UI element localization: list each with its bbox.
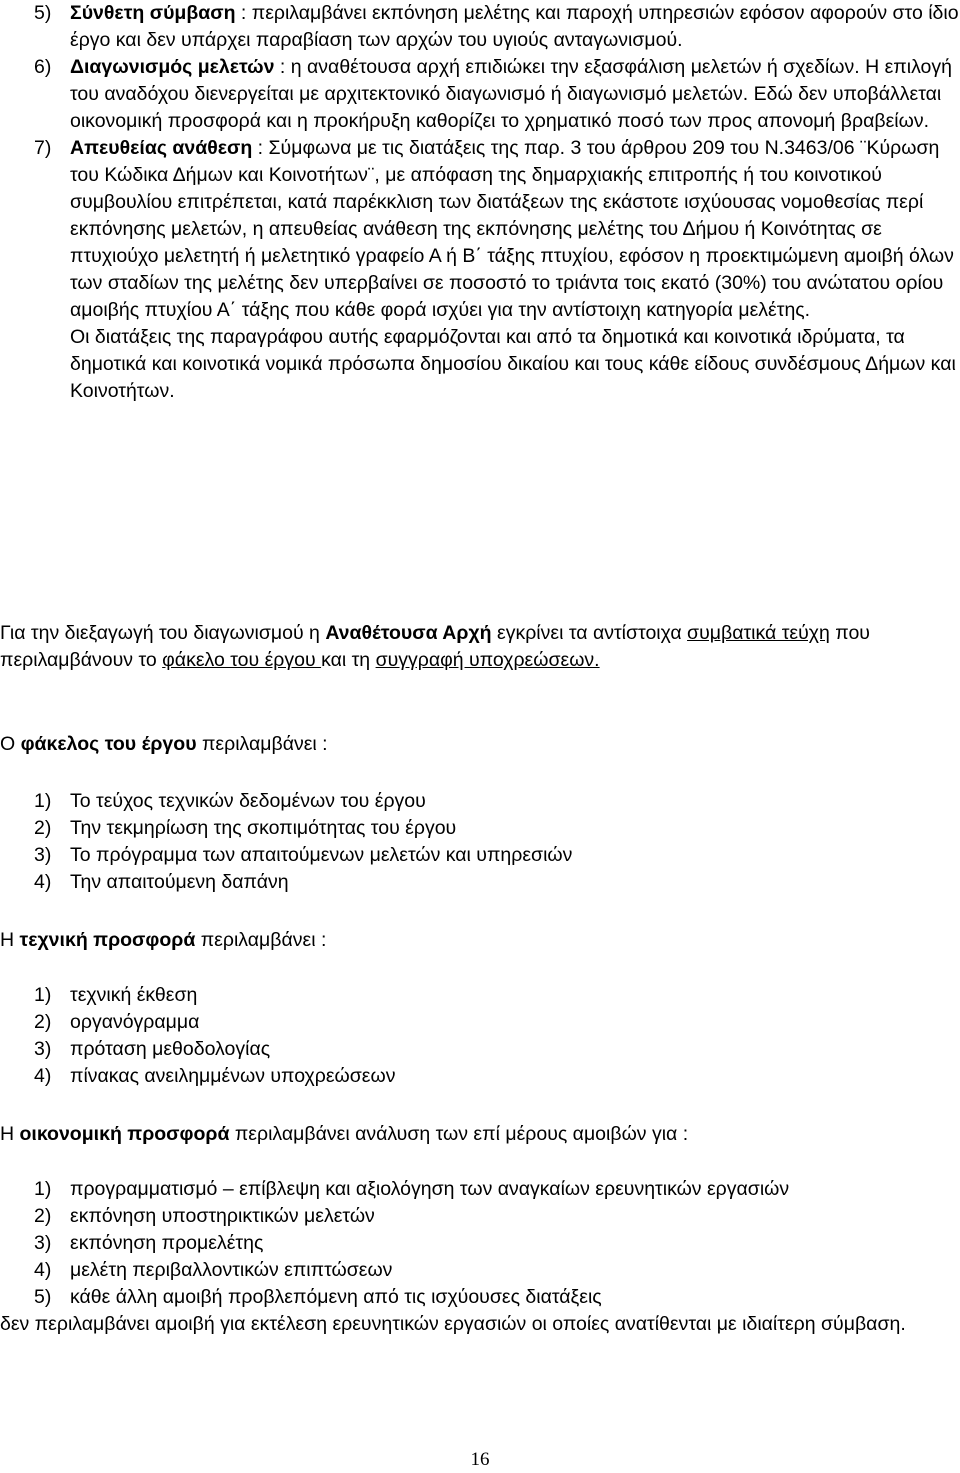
list-item (0, 869, 960, 896)
item-number: 5) (34, 1286, 52, 1308)
authority-term: Αναθέτουσα Αρχή (325, 622, 492, 644)
item-number: 4) (34, 1259, 52, 1281)
financial-offer-heading (0, 1121, 960, 1148)
item-text: εκπόνηση προμελέτης (70, 1232, 264, 1254)
intro-text: και τη (321, 649, 376, 671)
obligations-term: συγγραφή υποχρεώσεων. (375, 649, 600, 671)
project-file-heading (0, 731, 960, 758)
heading-text: Η (0, 929, 20, 951)
contract-documents-term: συμβατικά τεύχη (687, 622, 830, 644)
definition-item-5 (0, 0, 960, 54)
item-number: 3) (34, 1038, 52, 1060)
financial-offer-list (0, 1176, 960, 1338)
item-number: 7) (34, 137, 52, 159)
item-text: Την τεκμηρίωση της σκοπιμότητας του έργου (70, 817, 457, 839)
list-item (0, 1257, 960, 1284)
item-text: Το πρόγραμμα των απαιτούμενων μελετών και υπηρεσιών (70, 844, 573, 866)
item-text: τεχνική έκθεση (70, 984, 198, 1006)
heading-text: περιλαμβάνει ανάλυση των επί μέρους αμοιβών για : (229, 1123, 689, 1145)
item-text: κάθε άλλη αμοιβή προβλεπόμενη από τις ισχύουσες διατάξεις (70, 1286, 602, 1308)
item-text: πρόταση μεθοδολογίας (70, 1038, 271, 1060)
item-number: 4) (34, 1065, 52, 1087)
list-item (0, 842, 960, 869)
item-number: 6) (34, 56, 52, 78)
definitions-list (0, 0, 960, 405)
definition-text: : Σύμφωνα με τις διατάξεις της παρ. 3 του άρθρου 209 του Ν.3463/06 ¨Κύρωση του Κώδικα Δήμων και Κοινοτήτων¨, με απόφαση της δημαρχιακής επιτροπής ή του κοινοτικού συμβουλίου επιτρέπεται, κατά παρέκκλιση των διατάξεων της εκάστοτε ισχύουσας νομοθεσίας περί εκπόνησης μελετών, η απευθείας ανάθεση της εκπόνησης μελέτης του Δήμου ή Κοινότητας σε πτυχιούχο μελετητή ή μελετητικό γραφείο Α ή Β΄ τάξης πτυχίου, εφόσον η προεκτιμώμενη αμοιβή όλων των σταδίων της μελέτης δεν υπερβαίνει σε ποσοστό το τριάντα τοις εκατό (30%) του ανώτατου ορίου αμοιβής πτυχίου Α΄ τάξης που κάθε φορά ισχύει για την αντίστοιχη κατηγορία μελέτης. (70, 137, 954, 321)
heading-term: οικονομική προσφορά (19, 1123, 230, 1145)
intro-paragraph (0, 620, 960, 674)
list-item (0, 1063, 960, 1090)
heading-text: περιλαμβάνει : (195, 929, 327, 951)
list-item (0, 1009, 960, 1036)
definition-item-7 (0, 135, 960, 405)
intro-text: εγκρίνει τα αντίστοιχα (491, 622, 688, 644)
definition-extra-paragraph: Οι διατάξεις της παραγράφου αυτής εφαρμόζονται και από τα δημοτικά και κοινοτικά ιδρύματα, τα δημοτικά και κοινοτικά νομικά πρόσωπα δημοσίου δικαίου και τους κάθε είδους συνδέσμους Δήμων και Κοινοτήτων. (70, 326, 956, 402)
item-number: 3) (34, 844, 52, 866)
technical-offer-list (0, 982, 960, 1090)
list-item (0, 1284, 960, 1311)
item-number: 5) (34, 2, 52, 24)
definition-text: : η αναθέτουσα αρχή επιδιώκει την εξασφάλιση μελετών ή σχεδίων. Η επιλογή του αναδόχου διενεργείται με αρχιτεκτονικό διαγωνισμό ή διαγωνισμό μελετών. Εδώ δεν υποβάλλεται οικονομική προσφορά και η προκήρυξη καθορίζει το χρηματικό ποσό των προς απονομή βραβείων. (70, 56, 952, 132)
list-item (0, 1176, 960, 1203)
item-number: 4) (34, 871, 52, 893)
definition-text: : περιλαμβάνει εκπόνηση μελέτης και παροχή υπηρεσιών εφόσον αφορούν στο ίδιο έργο και δεν υπάρχει παραβίαση των αρχών του υγιούς ανταγωνισμού. (70, 2, 959, 51)
technical-offer-heading (0, 927, 960, 954)
list-item (0, 1203, 960, 1230)
heading-term: φάκελος του έργου (20, 733, 197, 755)
item-text: εκπόνηση υποστηρικτικών μελετών (70, 1205, 375, 1227)
item-number: 3) (34, 1232, 52, 1254)
term: Σύνθετη σύμβαση (70, 2, 236, 24)
heading-text: Ο (0, 733, 21, 755)
heading-text: Η (0, 1123, 20, 1145)
item-text: πίνακας ανειλημμένων υποχρεώσεων (70, 1065, 396, 1087)
heading-term: τεχνική προσφορά (19, 929, 196, 951)
list-item (0, 815, 960, 842)
heading-text: περιλαμβάνει : (196, 733, 328, 755)
term: Απευθείας ανάθεση (70, 137, 253, 159)
list-item (0, 788, 960, 815)
list-item (0, 1036, 960, 1063)
item-number: 2) (34, 1205, 52, 1227)
page-number: 16 (470, 1449, 490, 1470)
item-text: προγραμματισμό – επίβλεψη και αξιολόγηση των αναγκαίων ερευνητικών εργασιών (70, 1178, 790, 1200)
term: Διαγωνισμός μελετών (70, 56, 275, 78)
item-number: 1) (34, 1178, 52, 1200)
project-file-list (0, 788, 960, 896)
definition-item-6 (0, 54, 960, 135)
financial-offer-closing: δεν περιλαμβάνει αμοιβή για εκτέλεση ερευνητικών εργασιών οι οποίες ανατίθενται με ιδιαίτερη σύμβαση. (0, 1313, 906, 1335)
item-number: 2) (34, 817, 52, 839)
item-text: μελέτη περιβαλλοντικών επιπτώσεων (70, 1259, 393, 1281)
item-number: 1) (34, 984, 52, 1006)
list-item (0, 982, 960, 1009)
item-text: οργανόγραμμα (70, 1011, 200, 1033)
item-text: Το τεύχος τεχνικών δεδομένων του έργου (70, 790, 426, 812)
project-file-term: φάκελο του έργου (162, 649, 322, 671)
item-number: 2) (34, 1011, 52, 1033)
intro-text: που περιλαμβάνουν το (0, 622, 870, 671)
list-item (0, 1230, 960, 1257)
item-number: 1) (34, 790, 52, 812)
item-text: Την απαιτούμενη δαπάνη (70, 871, 289, 893)
intro-text: Για την διεξαγωγή του διαγωνισμού η (0, 622, 326, 644)
